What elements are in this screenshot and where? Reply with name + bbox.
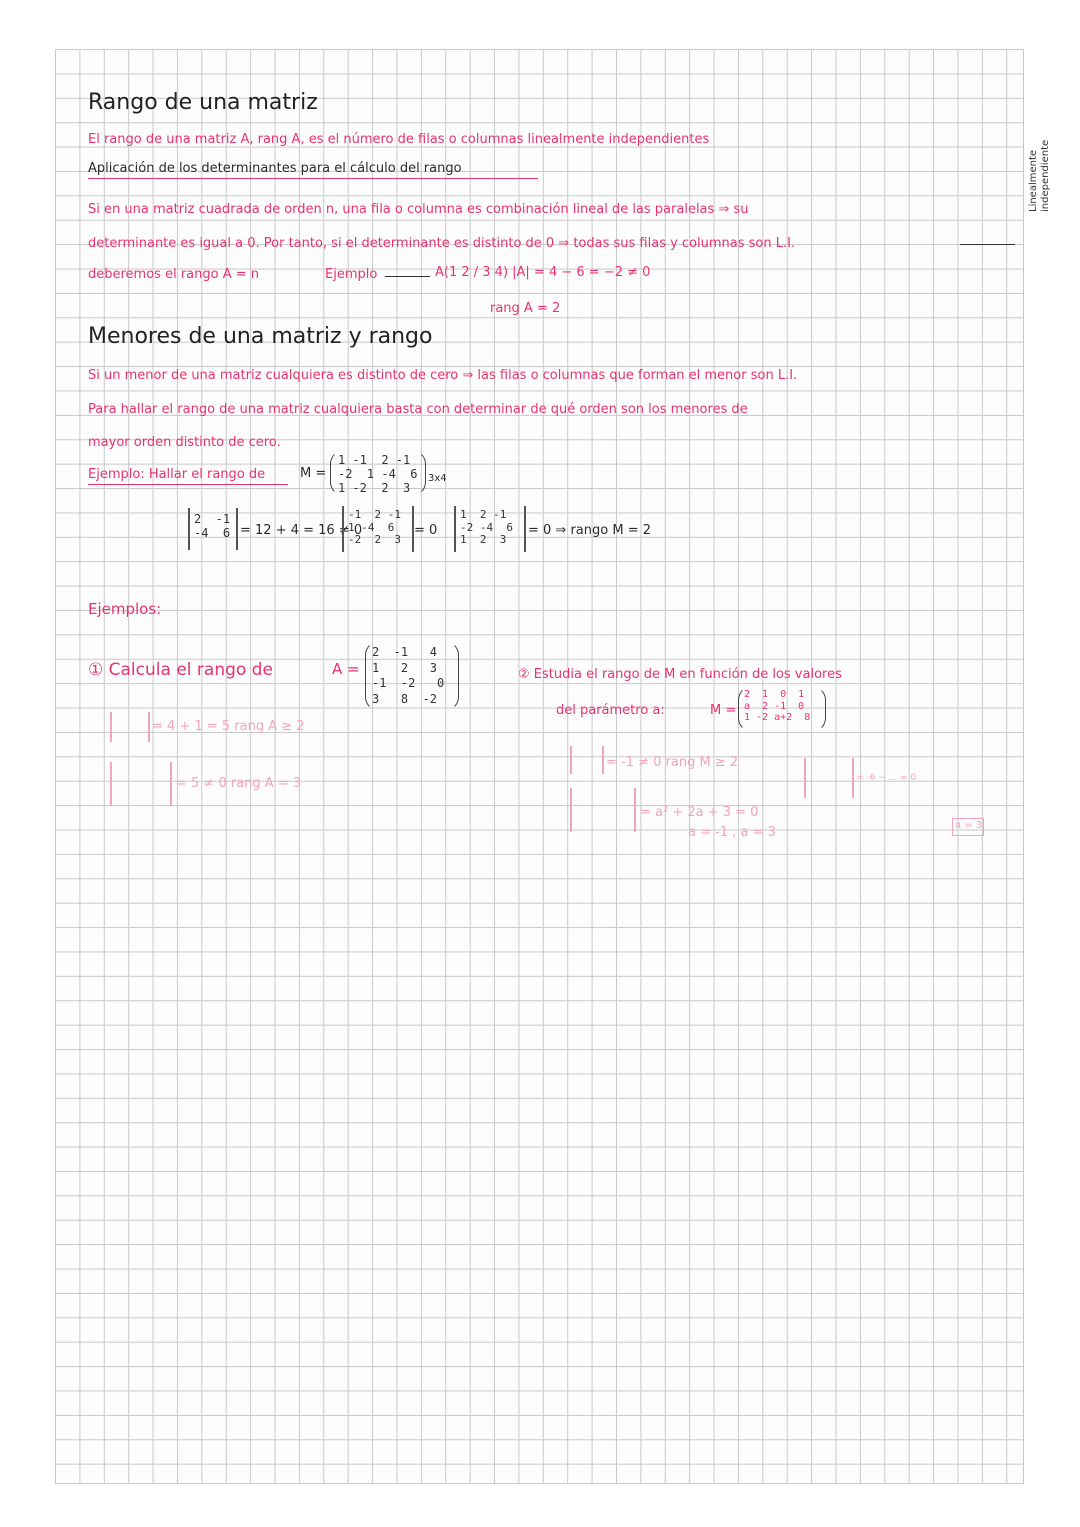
- det3a-row: 1 -4 6: [348, 520, 395, 534]
- menores-line-3: mayor orden distinto de cero.: [88, 435, 281, 450]
- menores-line-1: Si un menor de una matriz cualquiera es distinto de cero ⇒ las filas o columnas que forman el menor son L.I.: [88, 368, 798, 383]
- det3a: [348, 509, 401, 547]
- aplicacion-underline: [88, 178, 538, 179]
- ejemplo-result: rang A = 2: [490, 301, 561, 316]
- ex1-matrix: [372, 645, 444, 707]
- matrix-m-dim: 3x4: [428, 473, 447, 484]
- det2: [194, 513, 230, 541]
- ex2-work-4: = -6 − ... = 0: [856, 773, 917, 783]
- det3a-result: = 0: [414, 523, 438, 538]
- matrix-m-row: 1 -1 2 -1: [338, 453, 411, 467]
- det3b-result: = 0 ⇒ rango M = 2: [528, 523, 651, 538]
- ex1-work-det-2: [110, 762, 172, 806]
- ex2-sub: del parámetro a:: [556, 703, 665, 718]
- det3a-row: -2 2 3: [348, 533, 401, 547]
- ex2-title: ② Estudia el rango de M en función de los valores: [518, 667, 842, 682]
- ex2-matrix-row: 1 -2 a+2 8: [744, 712, 811, 723]
- ex2-work-1: = -1 ≠ 0 rang M ≥ 2: [606, 755, 739, 770]
- ex1-work-2: = 5 ≠ 0 rang A = 3: [176, 776, 302, 791]
- ex2-work-5: a = 3: [955, 820, 983, 831]
- ex2-work-2: = a² + 2a + 3 = 0: [640, 805, 759, 820]
- section-title-rango: Rango de una matriz: [88, 90, 318, 115]
- ex1-work-det-1: [110, 712, 150, 742]
- ex2-matrix-name: M =: [710, 703, 737, 718]
- matrix-m-row: 1 -2 2 3: [338, 480, 411, 495]
- ex2-work-det-3: [804, 758, 854, 798]
- ex2-work-3: a = -1 , a = 3: [688, 825, 776, 840]
- ex2-work-det-1: [570, 746, 604, 774]
- ejemplo-arrow: [385, 276, 430, 277]
- ex2-work-det-2: [570, 788, 636, 832]
- det2-row: -4 6: [194, 525, 231, 540]
- menores-line-2: Para hallar el rango de una matriz cualquiera basta con determinar de qué orden son los menores de: [88, 402, 748, 417]
- arrow-to-side-note: [960, 244, 1015, 245]
- ejemplo-formula: A(1 2 / 3 4) |A| = 4 − 6 = −2 ≠ 0: [435, 265, 651, 280]
- det2-result: = 12 + 4 = 16 ≠ 0: [240, 523, 363, 538]
- ejemplo-label: Ejemplo: [325, 267, 378, 282]
- ex2-matrix-row: a 2 -1 0: [744, 700, 805, 712]
- det3a-row: -1 2 -1: [348, 508, 401, 521]
- matrix-m-row: -2 1 -4 6: [338, 466, 418, 481]
- section-title-menores: Menores de una matriz y rango: [88, 324, 433, 349]
- side-note-line-2: independiente: [1039, 139, 1051, 212]
- ex1-matrix-row: 2 -1 4: [372, 645, 438, 659]
- ejemplos-title: Ejemplos:: [88, 600, 162, 618]
- rango-line-1: Si en una matriz cuadrada de orden n, una fila o columna es combinación lineal de las paralelas ⇒ su: [88, 202, 749, 217]
- det3b: [460, 509, 513, 547]
- matrix-m: [338, 454, 417, 495]
- ex1-matrix-row: 1 2 3: [372, 660, 438, 675]
- rango-definition: El rango de una matriz A, rang A, es el número de filas o columnas linealmente independientes: [88, 132, 710, 147]
- det3b-row: 1 2 -1: [460, 508, 507, 521]
- side-note: [1028, 140, 1051, 212]
- ex1-matrix-row: 3 8 -2: [372, 691, 438, 706]
- ex1-matrix-row: -1 -2 0: [372, 676, 445, 691]
- det3b-row: 1 2 3: [460, 533, 507, 547]
- matrix-m-name: M =: [300, 466, 327, 481]
- side-note-line-1: Linealmente: [1028, 149, 1039, 212]
- menores-ejemplo-label: Ejemplo: Hallar el rango de: [88, 467, 266, 482]
- ex2-matrix-row: 2 1 0 1: [744, 689, 805, 700]
- ex1-title: ① Calcula el rango de: [88, 660, 273, 680]
- det3b-row: -2 -4 6: [460, 520, 513, 534]
- ex1-work-1: = 4 + 1 = 5 rang A ≥ 2: [152, 719, 305, 734]
- aplicacion-title: Aplicación de los determinantes para el cálculo del rango: [88, 161, 462, 176]
- ex1-matrix-name: A =: [332, 660, 360, 678]
- ex2-matrix: [744, 689, 810, 724]
- rango-line-2: determinante es igual a 0. Por tanto, si el determinante es distinto de 0 ⇒ todas sus filas y columnas son L.I.: [88, 236, 796, 251]
- det2-row: 2 -1: [194, 512, 231, 526]
- rango-line-3: deberemos el rango A = n: [88, 267, 259, 282]
- menores-ejemplo-underline: [88, 484, 288, 485]
